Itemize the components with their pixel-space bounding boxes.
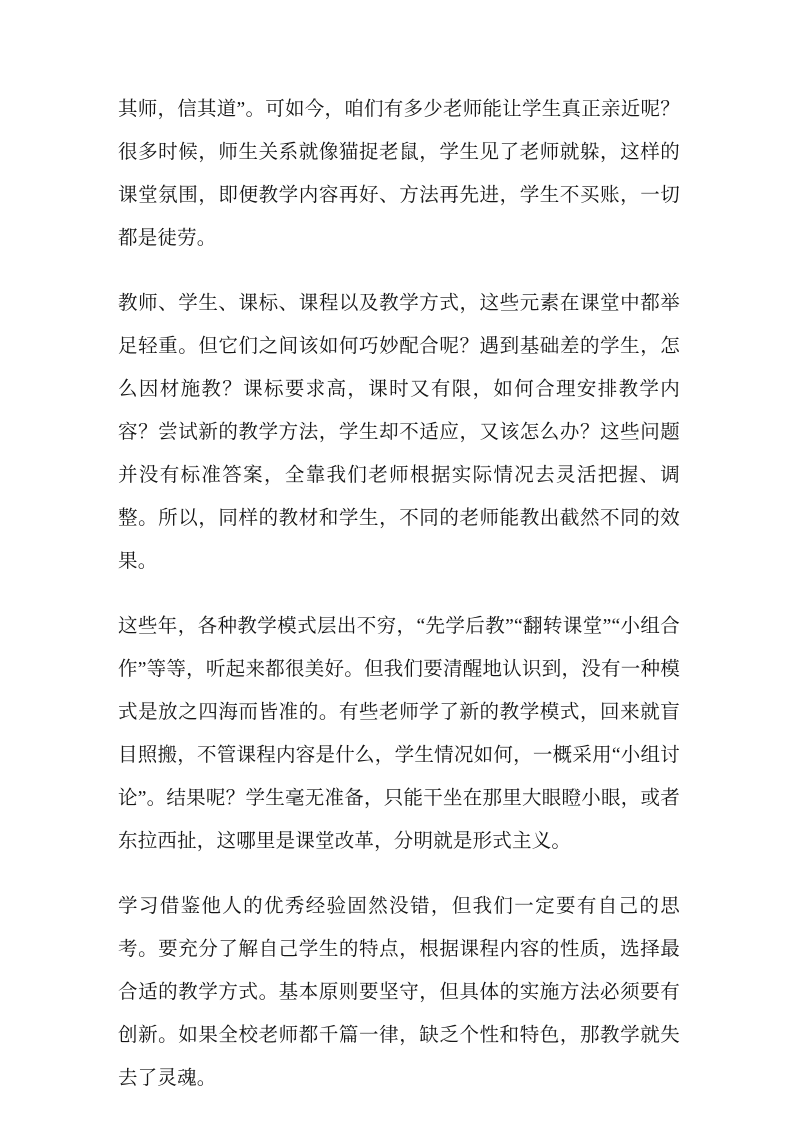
paragraph: 教师、学生、课标、课程以及教学方式，这些元素在课堂中都举足轻重。但它们之间该如何巧妙配合呢？遇到基础差的学生，怎么因材施教？课标要求高，课时又有限，如何合理安排教学内容？尝试新的教学方法，学生却不适应，又该怎么办？这些问题并没有标准答案，全靠我们老师根据实际情况去灵活把握、调整。所以，同样的教材和学生，不同的老师能教出截然不同的效果。: [118, 293, 680, 572]
paragraph: 这些年，各种教学模式层出不穷，“先学后教”“翻转课堂”“小组合作”等等，听起来都很美好。但我们要清醒地认识到，没有一种模式是放之四海而皆准的。有些老师学了新的教学模式，回来就盲目照搬，不管课程内容是什么，学生情况如何，一概采用“小组讨论”。结果呢？学生毫无准备，只能干坐在那里大眼瞪小眼，或者东拉西扯，这哪里是课堂改革，分明就是形式主义。: [118, 616, 680, 852]
paragraph: 其师，信其道”。可如今，咱们有多少老师能让学生真正亲近呢？很多时候，师生关系就像猫捉老鼠，学生见了老师就躲，这样的课堂氛围，即便教学内容再好、方法再先进，学生不买账，一切都是徒劳。: [118, 99, 680, 249]
document-body: [118, 88, 680, 1100]
paragraph: 学习借鉴他人的优秀经验固然没错，但我们一定要有自己的思考。要充分了解自己学生的特点，根据课程内容的性质，选择最合适的教学方式。基本原则要坚守，但具体的实施方法必须要有创新。如果全校老师都千篇一律，缺乏个性和特色，那教学就失去了灵魂。: [118, 896, 680, 1089]
